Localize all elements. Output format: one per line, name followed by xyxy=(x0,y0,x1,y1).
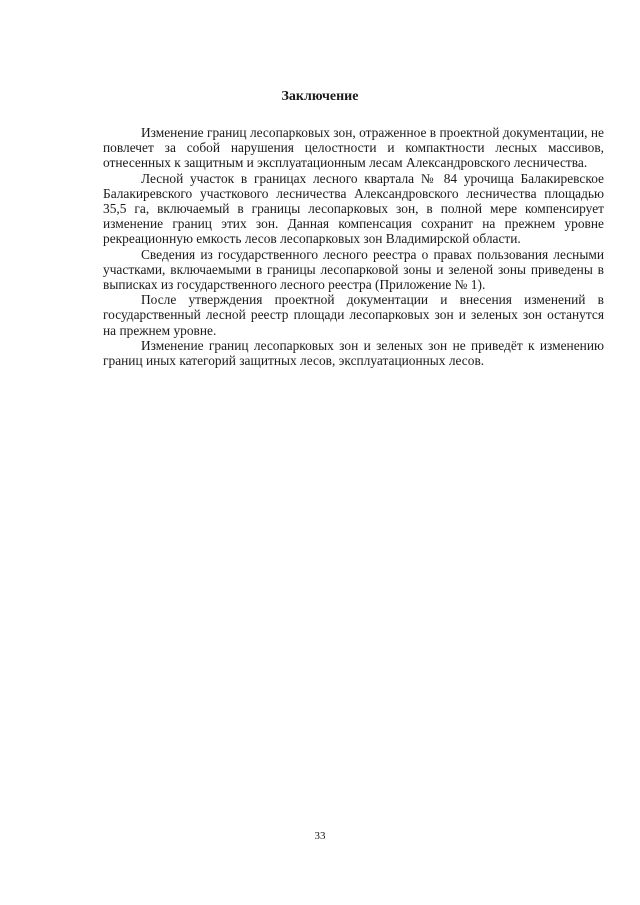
paragraph: После утверждения проектной документации и внесения изменений в государственный лесной реестр площади лесопарковых зон и зеленых зон останутся на прежнем уровне. xyxy=(103,292,604,338)
paragraph: Сведения из государственного лесного реестра о правах пользования лесными участками, включаемыми в границы лесопарковой зоны и зеленой зоны приведены в выписках из государственного лесного реестра (Приложение № 1). xyxy=(103,246,604,293)
page-number: 33 xyxy=(314,830,326,842)
page-title: Заключение xyxy=(281,89,359,104)
paragraph: Лесной участок в границах лесного квартала № 84 урочища Балакиревское Балакиревского участкового лесничества Александровского лесничества площадью 35,5 га, включаемый в границы лесопарковых зон, в полной мере компенсирует изменение границ этих зон. Данная компенсация сохранит на прежнем уровне рекреационную емкость лесов лесопарковых зон Владимирской области. xyxy=(103,170,604,247)
document-body xyxy=(103,125,604,368)
paragraph: Изменение границ лесопарковых зон, отраженное в проектной документации, не повлечет за собой нарушения целостности и компактности лесных массивов, отнесенных к защитным и эксплуатационным лесам Александровского лесничества. xyxy=(103,125,604,171)
paragraph: Изменение границ лесопарковых зон и зеленых зон не приведёт к изменению границ иных категорий защитных лесов, эксплуатационных лесов. xyxy=(103,337,604,369)
